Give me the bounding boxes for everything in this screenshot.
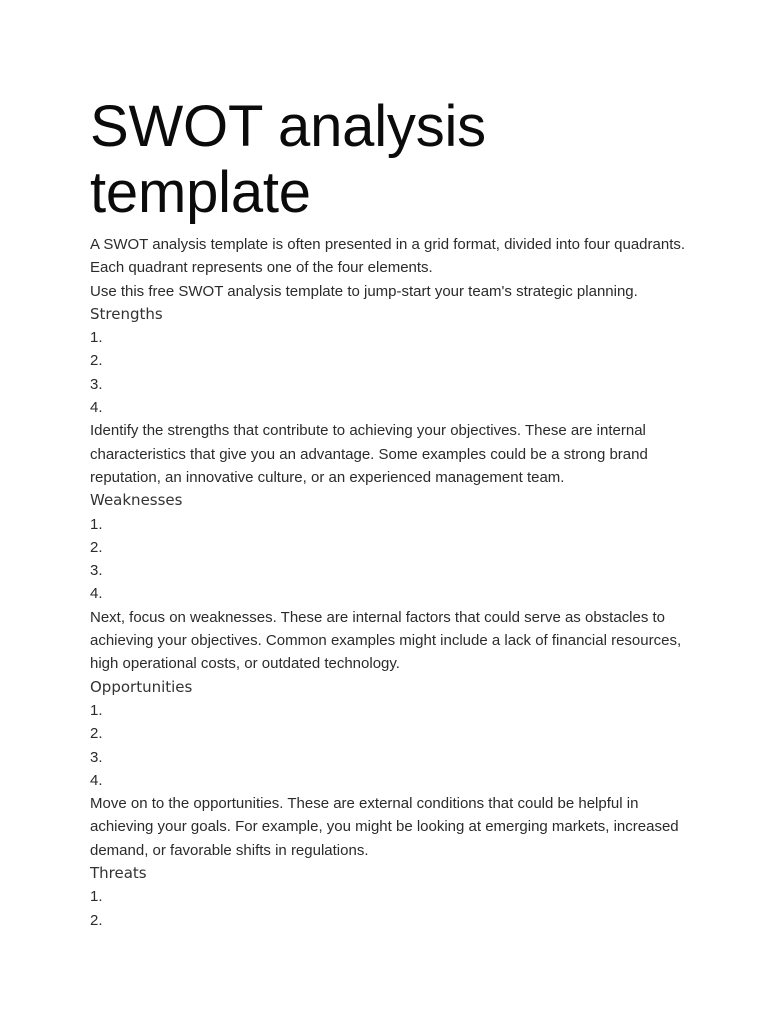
section-threats — [90, 862, 690, 932]
section-heading-opportunities: Opportunities — [90, 677, 193, 696]
list-item: 4. — [90, 399, 103, 417]
opportunities-description: Move on to the opportunities. These are external conditions that could be helpful in achieving your goals. For example, you might be looking at emerging markets, increased demand, or favorable shifts in regulations. — [90, 795, 679, 859]
weaknesses-description: Next, focus on weaknesses. These are internal factors that could serve as obstacles to achieving your objectives. Common examples might include a lack of financial resources, high operational costs, or outdated technology. — [90, 608, 682, 673]
document-page — [90, 94, 690, 932]
threats-list — [90, 885, 690, 932]
section-opportunities — [90, 676, 690, 862]
list-item: 3. — [90, 748, 103, 766]
list-item: 2. — [90, 352, 103, 370]
list-item: 3. — [90, 562, 103, 580]
list-item: 4. — [90, 771, 103, 789]
strengths-description: Identify the strengths that contribute to achieving your objectives. These are internal characteristics that give you an advantage. Some examples could be a strong brand reputation, an innovative culture, or an experienced management team. — [90, 422, 648, 486]
list-item: 2. — [90, 911, 103, 929]
strengths-list — [90, 326, 690, 419]
list-item: 1. — [90, 701, 103, 719]
list-item: 3. — [90, 375, 103, 393]
list-item: 1. — [90, 515, 103, 533]
intro-paragraph-cta: Use this free SWOT analysis template to jump-start your team's strategic planning. — [90, 282, 638, 300]
intro-paragraph: A SWOT analysis template is often presented in a grid format, divided into four quadrants. Each quadrant represents one of the four elements. — [90, 236, 686, 277]
section-heading-threats: Threats — [90, 864, 147, 883]
opportunities-list — [90, 699, 690, 792]
section-weaknesses — [90, 489, 690, 675]
section-heading-strengths: Strengths — [90, 304, 163, 323]
weaknesses-list — [90, 513, 690, 606]
list-item: 1. — [90, 329, 103, 347]
list-item: 1. — [90, 888, 103, 906]
list-item: 2. — [90, 538, 103, 556]
document-title: SWOT analysis template — [90, 94, 486, 225]
list-item: 2. — [90, 725, 103, 743]
section-heading-weaknesses: Weaknesses — [90, 491, 183, 510]
list-item: 4. — [90, 585, 103, 603]
section-strengths — [90, 303, 690, 489]
